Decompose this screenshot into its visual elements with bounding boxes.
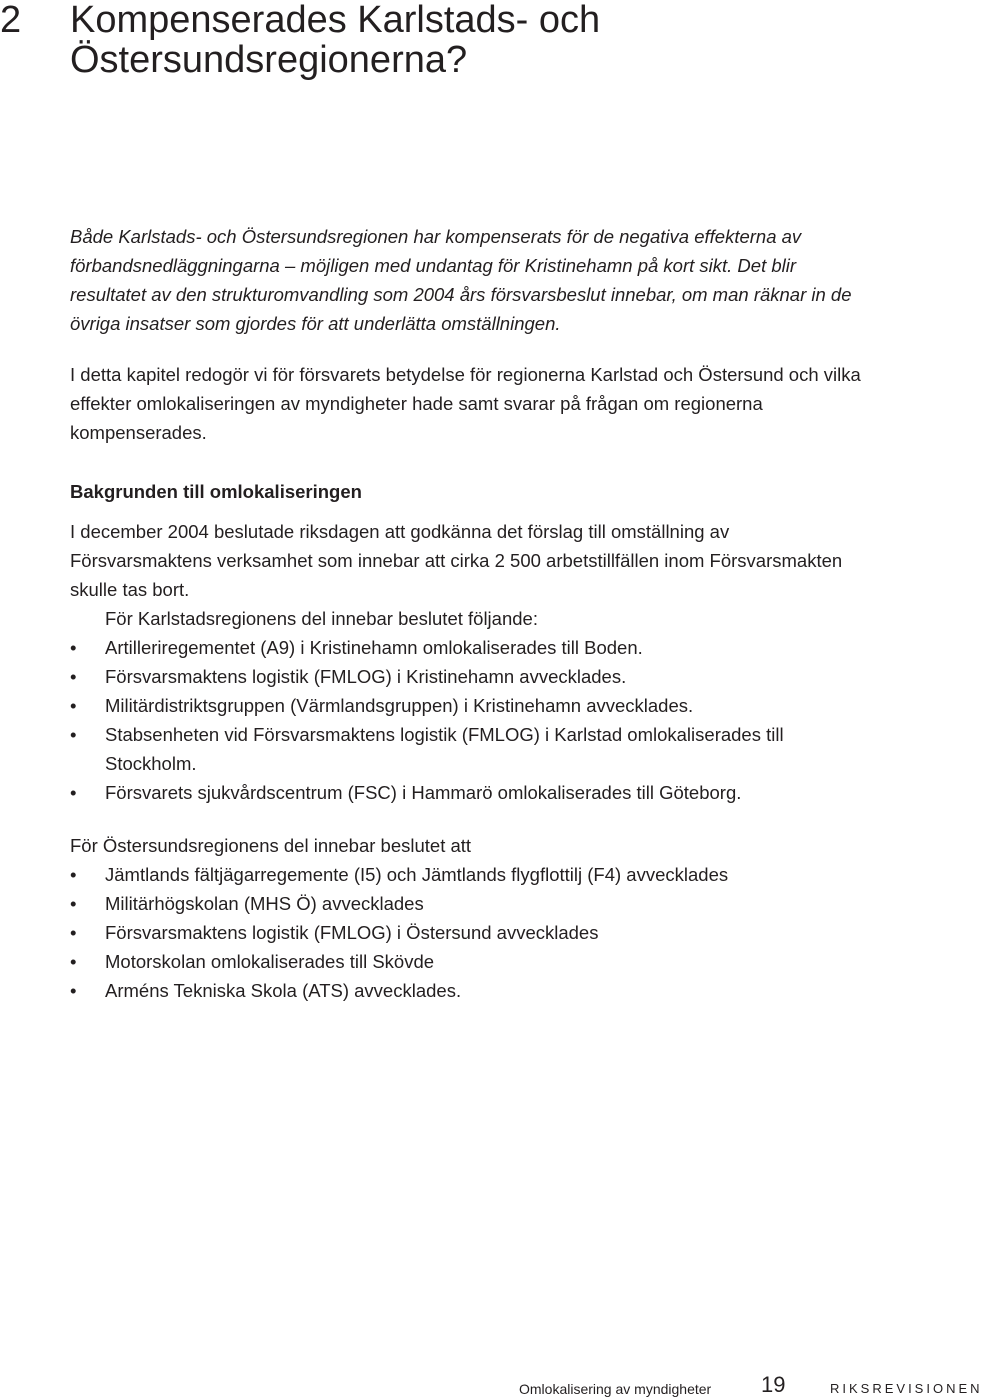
list-item-text: Försvarsmaktens logistik (FMLOG) i Kristinehamn avvecklades. (105, 666, 627, 687)
list-item (70, 860, 870, 889)
intro-paragraph: I detta kapitel redogör vi för försvarets betydelse för regionerna Karlstad och Östersund och vilka effekter omlokaliseringen av myndigheter hade samt svarar på frågan om regionerna kompenserades. (70, 364, 861, 443)
list-item-text: Militärdistriktsgruppen (Värmlandsgruppen) i Kristinehamn avvecklades. (105, 695, 694, 716)
bullet-icon: • (70, 637, 77, 658)
bullet-icon: • (70, 864, 77, 885)
footer-section-title: Omlokalisering av myndigheter (519, 1381, 712, 1397)
chapter-title: Kompenserades Karlstads- och Östersundsregionerna? (70, 0, 601, 81)
list-item (70, 947, 870, 976)
ostersund-list (70, 860, 870, 1005)
list-item-text: Artilleriregementet (A9) i Kristinehamn omlokaliserades till Boden. (105, 637, 643, 658)
karlstad-list (70, 633, 870, 807)
list-item-text: Försvarets sjukvårdscentrum (FSC) i Hammarö omlokaliserades till Göteborg. (105, 782, 742, 803)
page-footer (0, 1372, 983, 1400)
list-item (70, 778, 870, 807)
list-item-text: Militärhögskolan (MHS Ö) avvecklades (105, 893, 424, 914)
bullet-icon: • (70, 893, 77, 914)
list-item-text: Jämtlands fältjägarregemente (I5) och Jämtlands flygflottilj (F4) avvecklades (105, 864, 729, 885)
bullet-icon: • (70, 666, 77, 687)
list-item (70, 691, 870, 720)
chapter-number: 2 (0, 0, 22, 41)
bullet-icon: • (70, 782, 77, 803)
bullet-icon: • (70, 724, 77, 745)
list-item (70, 662, 870, 691)
bullet-icon: • (70, 695, 77, 716)
list-item-text: Stabsenheten vid Försvarsmaktens logistik (FMLOG) i Karlstad omlokaliserades till Stockholm. (105, 724, 784, 774)
bullet-icon: • (70, 980, 77, 1001)
karlstad-intro: För Karlstadsregionens del innebar beslutet följande: (105, 608, 538, 629)
bullet-icon: • (70, 951, 77, 972)
section-heading: Bakgrunden till omlokaliseringen (70, 481, 362, 502)
section-paragraph: I december 2004 beslutade riksdagen att godkänna det förslag till omställning av Försvarsmaktens verksamhet som innebar att cirka 2 500 arbetstillfällen inom Försvarsmakten skulle tas bort. (70, 521, 843, 600)
page-number: 19 (761, 1372, 786, 1397)
list-item-text: Försvarsmaktens logistik (FMLOG) i Östersund avvecklades (105, 922, 599, 943)
footer-brand: RIKSREVISIONEN (830, 1381, 983, 1396)
bullet-icon: • (70, 922, 77, 943)
list-item-text: Arméns Tekniska Skola (ATS) avvecklades. (105, 980, 462, 1001)
ingress-paragraph: Både Karlstads- och Östersundsregionen har kompenserats för de negativa effekterna av förbandsnedläggningarna – möjligen med undantag för Kristinehamn på kort sikt. Det blir resultatet av den strukturomvandling som 2004 års försvarsbeslut innebar, om man räknar in de övriga insatser som gjordes för att underlätta omställningen. (70, 226, 852, 334)
list-item-text: Motorskolan omlokaliserades till Skövde (105, 951, 435, 972)
list-item (70, 976, 870, 1005)
main-content (70, 222, 870, 1005)
ostersund-intro: För Östersundsregionens del innebar beslutet att (70, 835, 472, 856)
list-item (70, 633, 870, 662)
list-item (70, 918, 870, 947)
list-item (70, 720, 870, 778)
list-item (70, 889, 870, 918)
